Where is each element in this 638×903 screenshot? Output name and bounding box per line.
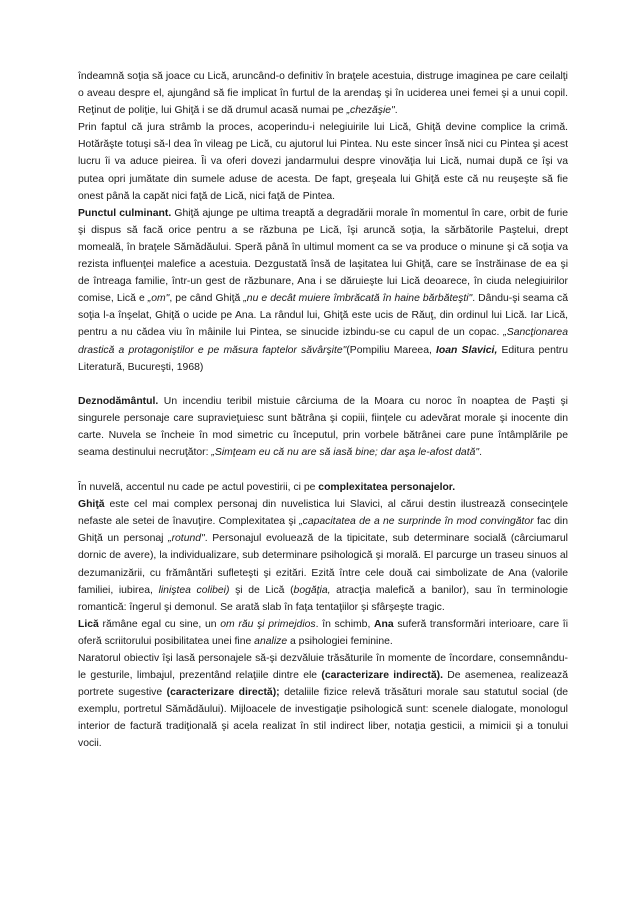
paragraph-lica-ana — [78, 616, 568, 650]
text-run: , pe când Ghiţă — [169, 293, 244, 305]
text-run: . în schimb, — [315, 618, 375, 630]
text-run: „nu e decât muiere îmbrăcată în haine bărbăteşti" — [243, 293, 473, 305]
text-run: atracţia malefică a banilor), sau în terminologie romantică: îngerul şi demonul. Se arată slab în faţa tentaţiilor şi sfârşeşte tragic. — [78, 584, 569, 613]
text-run: „Simţeam eu că nu are să iasă bine; dar aşa le-afost dată" — [211, 446, 480, 458]
text-run: . Dându-şi seama că soţia l-a înşelat, Ghiţă o ucide pe Ana. La rândul lui, Ghiţă este ucis de Răuţ, din ordinul lui Lică. Iar Lică, pentru a nu cădea viu în mâinile lui Pintea, se sinucide izbindu-se cu capul de un copac. — [78, 293, 568, 339]
text-run: bogăţia, — [293, 584, 331, 596]
text-run: rău şi primejdios — [238, 618, 316, 630]
text-run: liniştea colibei) — [158, 584, 230, 596]
paragraph-spacer — [78, 461, 568, 479]
text-run: „om" — [147, 293, 170, 305]
text-run: „capacitatea de a ne surprinde în mod convingător — [299, 516, 534, 528]
text-run: Naratorul obiectiv îşi lasă personajele să-şi dezvăluie trăsăturile în momente de încordare, consemnându-le gesturile, limbajul, prezentând relaţiile dintre ele — [78, 653, 568, 682]
paragraph-intro — [78, 68, 568, 119]
paragraph-denouement — [78, 393, 568, 461]
text-run: este cel mai complex personaj din nuvelistica lui Slavici, al cărui destin ilustrează consecinţele nefaste ale setei de înavuţire. Complexitatea şi — [78, 499, 568, 528]
text-run: (caracterizare directă); — [166, 687, 280, 699]
text-run: Ghiţă — [78, 499, 105, 511]
text-run: „Sancţionarea drastică a protagoniştilor e pe măsura faptelor săvârşite" — [78, 327, 568, 356]
text-run: „rotund" — [168, 533, 205, 545]
text-run: Ana — [374, 618, 394, 630]
text-run: În nuvelă, accentul nu cade pe actul povestirii, ci pe — [78, 482, 319, 494]
text-run: rămâne egal cu sine, un — [98, 618, 221, 630]
text-run: Lică — [78, 618, 99, 630]
text-run: Ghiţă ajunge pe ultima treaptă a degradării morale în momentul în care, orbit de furie şi dispus să facă orice pentru a se răzbuna pe Lică, îşi aruncă soţia, la sărbătorile Paştelui, drept momeală, în braţele Sămădăului. Speră până în ultimul moment ca se va produce o minune şi că soţia va rezista influenţei malefice a acestuia. Dezgustată însă de laşitatea lui Ghiţă, care se înstrăinase de ea şi de întreaga familie, într-un gest de răzbunare, Ana i se dăruieşte lui Lică deoarece, în ciuda nelegiuirilor comise, Lică e — [78, 207, 568, 305]
text-run: . — [394, 105, 398, 117]
paragraph-complicity — [78, 119, 568, 204]
text-run: complexitatea personajelor. — [318, 482, 456, 494]
text-run: . Personajul evoluează de la tipicitate, sub determinare socială (cârciumarul dornic de avere), la individualizare, sub determinare psihologică şi morală. El parcurge un traseu sinuos al dezumanizării, cu frământări sufleteşti şi ezitări. Ezită între cele două cai simbolizate de Ana (valorile familiei, iubirea, — [78, 533, 568, 596]
text-run: Un incendiu teribil mistuie cârciuma de la Moara cu noroc în noaptea de Paşti şi singurele personaje care supravieţuiesc sunt bătrâna şi copiii, fiinţele cu adevărat morale şi inocente din carte. Nuvela se încheie în mod simetric cu începutul, prin vorbele bătrânei care pune întâmplările pe seama destinului necruţător: — [78, 395, 568, 458]
text-run: Punctul culminant. — [78, 207, 172, 219]
paragraph-spacer — [78, 376, 568, 393]
text-run: (Pompiliu Mareea, — [346, 344, 437, 356]
document-page — [78, 68, 568, 753]
text-run: detaliile fizice relevă trăsături morale sau statutul social (de exemplu, portretul Sămădăului). Mijloacele de investigaţie psihologică sunt: scenele dialogate, monologul interior de factură tradiţională şi acela realizat în stil indirect liber, notaţia gesticii, a mimicii şi a tonului vocii. — [78, 687, 569, 750]
paragraph-climax — [78, 205, 568, 376]
text-run: Deznodământul. — [78, 395, 159, 407]
text-run: om — [220, 618, 235, 630]
text-run: . — [479, 446, 482, 458]
text-run: analize — [254, 635, 288, 647]
text-run: „chezăşie" — [346, 105, 395, 117]
text-run: îndeamnă soţia să joace cu Lică, aruncând-o definitiv în braţele acestuia, distruge imaginea pe care ceilalţi o aveau despre el, ajungând să fie implicat în furtul de la arendaş şi în uciderea unei femei şi a unui copil. Reţinut de poliţie, lui Ghiţă i se dă drumul acasă numai pe — [78, 71, 568, 117]
text-run: Prin faptul că jura strâmb la proces, acoperindu-i nelegiuirile lui Lică, Ghiţă devine complice la crimă. Hotărăşte totuşi să-l dea în vileag pe Lică, cu ajutorul lui Pintea. Nu este sincer însă nici cu Pintea şi acest lucru îi va aduce pieirea. Îi va oferi dovezi jandarmului despre vinovăţia lui Lică, numai după ce îşi va putea opri jumătate din sumele aduse de acesta. De fapt, greşeala lui Ghiţă este că nu reuşeşte să fie onest până la capăt nici faţă de Lică, nici faţă de Pintea. — [78, 122, 568, 202]
paragraph-narrator — [78, 650, 568, 753]
text-run: De asemenea, realizează portrete sugestive — [78, 670, 568, 699]
text-run: Editura pentru Literatură, Bucureşti, 1968) — [78, 344, 568, 373]
text-run: (caracterizare indirectă). — [321, 670, 443, 682]
text-run: Ioan Slavici, — [436, 344, 498, 356]
text-run: fac din Ghiţă un personaj — [78, 516, 568, 545]
text-run: şi de Lică ( — [229, 584, 294, 596]
text-run: suferă transformări interioare, care îi oferă scriitorului posibilitatea unei fine — [78, 618, 569, 647]
text-run: a psihologiei feminine. — [287, 635, 393, 647]
paragraph-characters-intro — [78, 479, 568, 496]
paragraph-ghita — [78, 496, 568, 616]
